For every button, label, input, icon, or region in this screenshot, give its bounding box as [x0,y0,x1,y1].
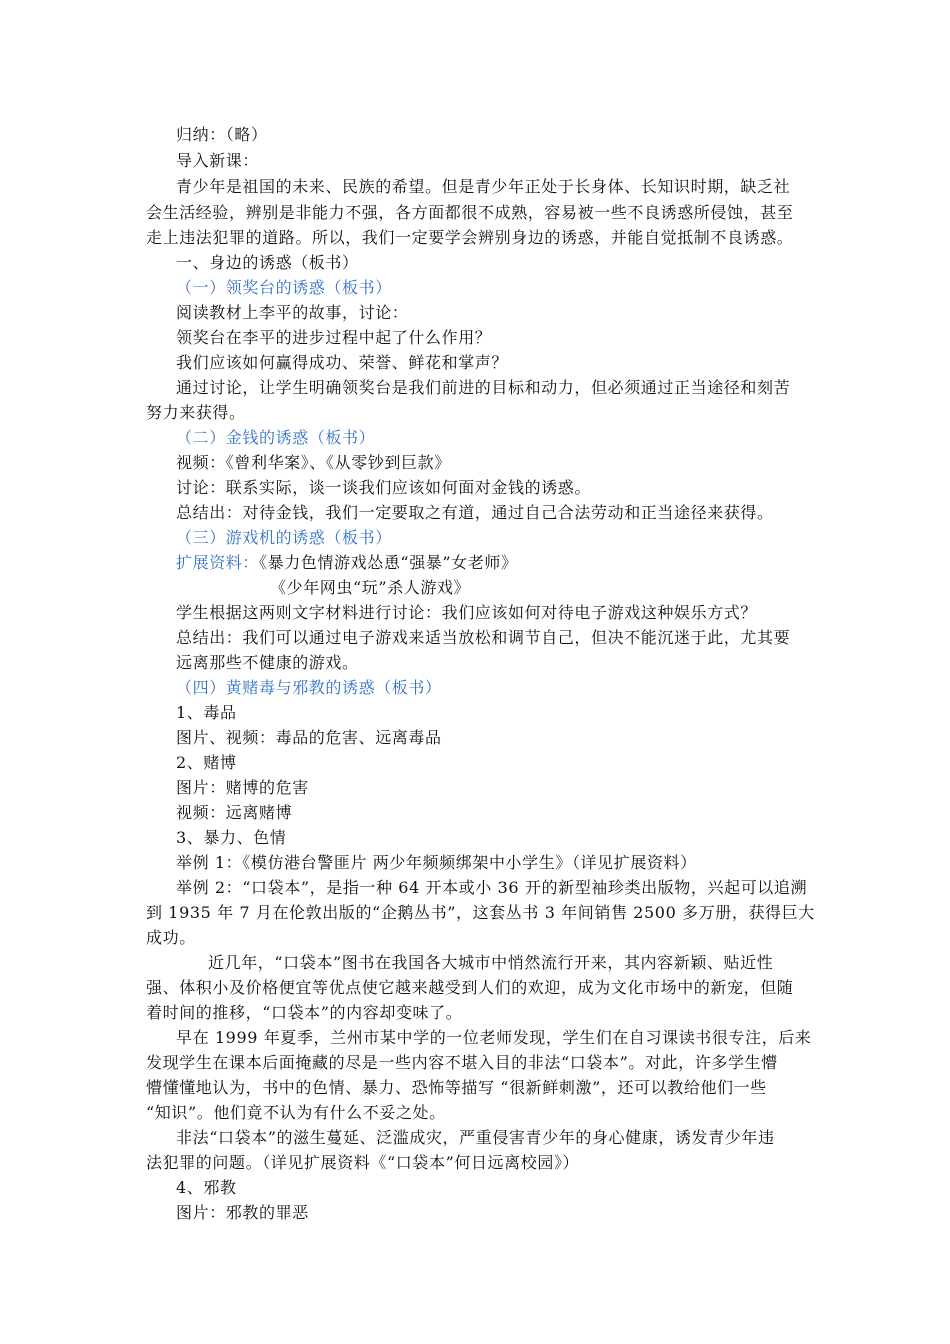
subsection-heading-podium: （一）领奖台的诱惑（板书） [176,278,392,297]
text-line: 图片：赌博的危害 [176,778,309,797]
text-line: 图片、视频：毒品的危害、远离毒品 [176,728,442,747]
text-line-paragraph: “知识”。他们竟不认为有什么不妥之处。 [146,1103,446,1122]
list-item-violence: 3、暴力、色情 [176,828,287,847]
text-line-paragraph: 到 1935 年 7 月在伦敦出版的“企鹅丛书”，这套丛书 3 年间销售 2500 多万册，获得巨大 [146,903,815,922]
text-line: 总结出：我们可以通过电子游戏来适当放松和调节自己，但决不能沉迷于此，尤其要 [176,628,791,647]
text-line-paragraph: 强、体积小及价格便宜等优点使它越来越受到人们的欢迎，成为文化市场中的新宠，但随 [146,978,794,997]
section-heading-1: 一、身边的诱惑（板书） [176,253,359,272]
extended-material-line [176,552,518,574]
text-line-paragraph: 会生活经验，辨别是非能力不强，各方面都很不成熟，容易被一些不良诱惑所侵蚀，甚至 [146,203,794,222]
text-line-paragraph: 成功。 [146,928,196,947]
text-line: 领奖台在李平的进步过程中起了什么作用？ [176,328,492,347]
text-line: 讨论：联系实际，谈一谈我们应该如何面对金钱的诱惑。 [176,478,592,497]
text-line: 学生根据这两则文字材料进行讨论：我们应该如何对待电子游戏这种娱乐方式？ [176,603,758,622]
text-line-paragraph: 懵懂懂地认为，书中的色情、暴力、恐怖等描写 “很新鲜刺激”，还可以教给他们一些 [146,1078,767,1097]
text-line-paragraph: 举例 2：“口袋本”，是指一种 64 开本或小 36 开的新型袖珍类出版物，兴起可以追溯 [176,878,808,897]
extended-material-title-1: 《暴力色情游戏怂恿“强暴”女老师》 [259,553,518,572]
text-line: 总结出：对待金钱，我们一定要取之有道，通过自己合法劳动和正当途径来获得。 [176,503,774,522]
subsection-heading-vices: （四）黄赌毒与邪教的诱惑（板书） [176,678,442,697]
text-line-paragraph: 非法“口袋本”的滋生蔓延、泛滥成灾，严重侵害青少年的身心健康，诱发青少年违 [176,1128,775,1147]
text-line: 阅读教材上李平的故事，讨论： [176,303,409,322]
text-line: 举例 1：《模仿港台警匪片 两少年频频绑架中小学生》（详见扩展资料） [176,853,697,872]
subsection-heading-money: （二）金钱的诱惑（板书） [176,428,376,447]
text-line-summary: 归纳：（略） [176,125,268,144]
extended-material-title-2: 《少年网虫“玩”杀人游戏》 [270,578,471,597]
list-item-cult: 4、邪教 [176,1178,237,1197]
text-line-paragraph: 走上违法犯罪的道路。所以，我们一定要学会辨别身边的诱惑，并能自觉抵制不良诱惑。 [146,228,794,247]
text-line-paragraph: 近几年，“口袋本”图书在我国各大城市中悄然流行开来，其内容新颖、贴近性 [208,953,774,972]
text-line-paragraph: 努力来获得。 [146,403,246,422]
text-line-paragraph: 着时间的推移，“口袋本”的内容却变味了。 [146,1003,463,1022]
text-line: 我们应该如何赢得成功、荣誉、鲜花和掌声？ [176,353,509,372]
text-line-paragraph: 法犯罪的问题。（详见扩展资料《“口袋本”何日远离校园》） [146,1153,580,1172]
subsection-heading-games: （三）游戏机的诱惑（板书） [176,528,392,547]
text-line: 视频：《曾利华案》、《从零钞到巨款》 [176,453,451,472]
extended-material-label: 扩展资料： [176,553,260,572]
text-line: 视频：远离赌博 [176,803,293,822]
text-line-intro-heading: 导入新课： [176,151,260,170]
list-item-gambling: 2、赌博 [176,753,237,772]
text-line-paragraph: 早在 1999 年夏季，兰州市某中学的一位老师发现，学生们在自习课读书很专注，后来 [176,1028,812,1047]
list-item-drugs: 1、毒品 [176,703,237,722]
text-line-paragraph: 青少年是祖国的未来、民族的希望。但是青少年正处于长身体、长知识时期，缺乏社 [176,177,791,196]
text-line-paragraph: 发现学生在课本后面掩藏的尽是一些内容不堪入目的非法“口袋本”。对此，许多学生懵 [146,1053,778,1072]
text-line-paragraph: 通过讨论，让学生明确领奖台是我们前进的目标和动力，但必须通过正当途径和刻苦 [176,378,791,397]
text-line: 远离那些不健康的游戏。 [176,653,359,672]
text-line: 图片：邪教的罪恶 [176,1203,309,1222]
